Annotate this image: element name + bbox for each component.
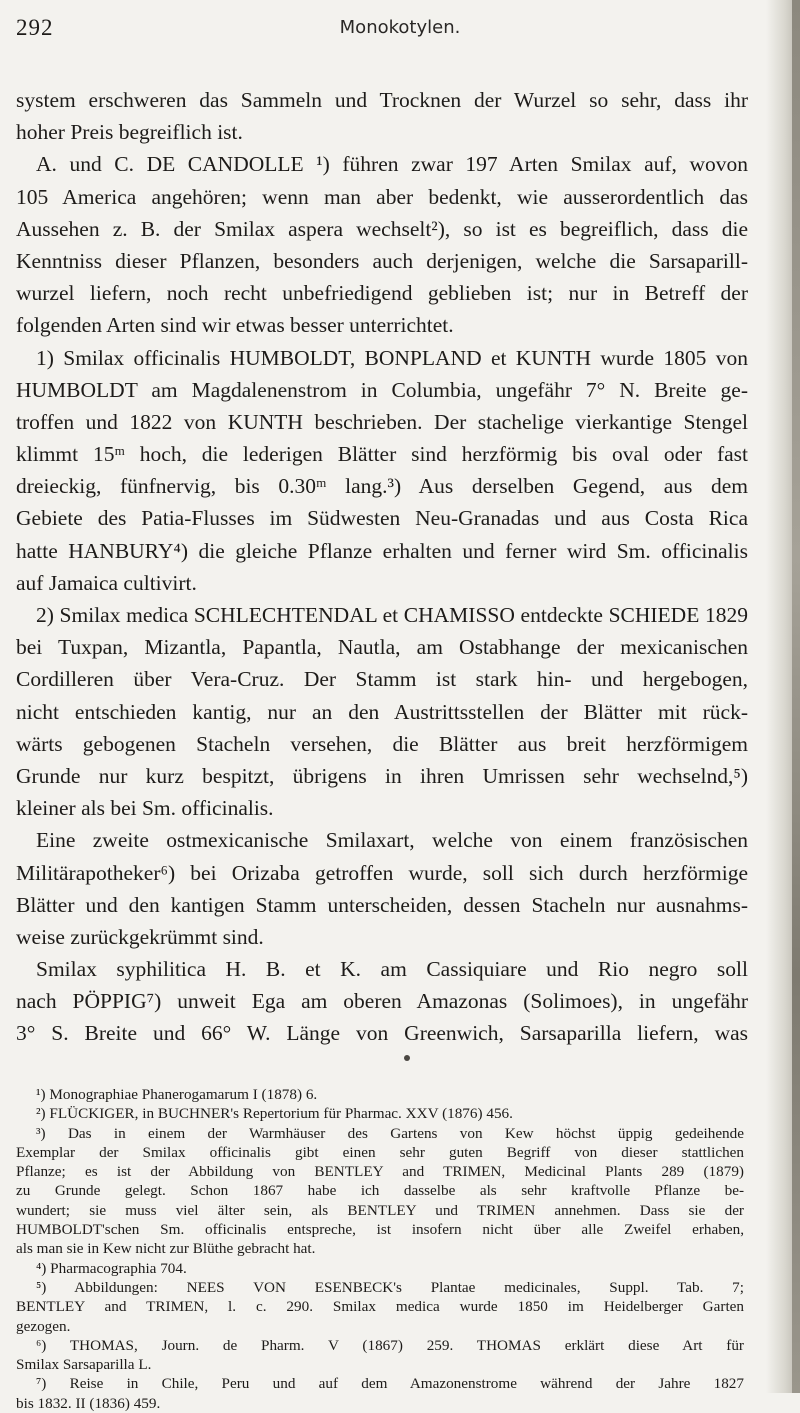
text-line: Kenntniss dieser Pflanzen, besonders auch derjenigen, welche die Sarsaparill-: [16, 248, 748, 273]
text-line: Blätter und den kantigen Stamm unterscheiden, dessen Stacheln nur ausnahms-: [16, 892, 748, 917]
text-line: HUMBOLDT am Magdalenenstrom in Columbia, ungefähr 7° N. Breite ge-: [16, 377, 748, 402]
footnotes: [16, 1085, 744, 1413]
text-line: hoher Preis begreiflich ist.: [16, 120, 243, 145]
text-line: Gebiete des Patia-Flusses im Südwesten Neu-Granadas und aus Costa Rica: [16, 506, 748, 531]
text-line: Cordilleren über Vera-Cruz. Der Stamm ist stark hin- und hergebogen,: [16, 667, 748, 692]
text-line: system erschweren das Sammeln und Trocknen der Wurzel so sehr, dass ihr: [16, 88, 748, 112]
footnote-line: als man sie in Kew nicht zur Blüthe gebracht hat.: [16, 1240, 316, 1258]
footnote-line: ⁶) THOMAS, Journ. de Pharm. V (1867) 259. THOMAS erklärt diese Art für: [36, 1336, 744, 1354]
text-line: wärts gebogenen Stacheln versehen, die Blätter aus breit herzförmigem: [16, 731, 748, 756]
text-line: A. und C. DE CANDOLLE ¹) führen zwar 197 Arten Smilax auf, wovon: [36, 152, 748, 177]
footnote-line: HUMBOLDT'schen Sm. officinalis entspreche, ist insofern nicht über alle Zweifel erhaben,: [16, 1221, 744, 1239]
text-line: nicht entschieden kantig, nur an den Austrittsstellen der Blätter mit rück-: [16, 699, 748, 724]
text-line: nach PÖPPIG⁷) unweit Ega am oberen Amazonas (Solimoes), in ungefähr: [16, 989, 748, 1014]
footnote-line: bis 1832. II (1836) 459.: [16, 1394, 161, 1412]
footnote-line: Exemplar der Smilax officinalis gibt einen sehr guten Begriff von dieser stattlichen: [16, 1143, 744, 1161]
text-line: Militärapotheker⁶) bei Orizaba getroffen wurde, soll sich durch herzförmige: [16, 860, 748, 885]
text-line: 2) Smilax medica SCHLECHTENDAL et CHAMISSO entdeckte SCHIEDE 1829: [36, 603, 748, 627]
text-line: 1) Smilax officinalis HUMBOLDT, BONPLAND et KUNTH wurde 1805 von: [36, 345, 748, 370]
footnote-line: ⁴) Pharmacographia 704.: [36, 1259, 187, 1277]
footnote-line: zu Grunde gelegt. Schon 1867 habe ich dasselbe als sehr kraftvolle Pflanze be-: [16, 1182, 744, 1200]
text-line: klimmt 15ᵐ hoch, die lederigen Blätter sind herzförmig bis oval oder fast: [16, 442, 748, 467]
text-line: troffen und 1822 von KUNTH beschrieben. Der stachelige vierkantige Stengel: [16, 409, 748, 434]
footnote-line: ⁷) Reise in Chile, Peru und auf dem Amazonenstrome während der Jahre 1827: [36, 1375, 744, 1393]
text-line: folgenden Arten sind wir etwas besser unterrichtet.: [16, 313, 454, 338]
book-binding-edge: [792, 0, 800, 1393]
footnote-line: BENTLEY and TRIMEN, l. c. 290. Smilax medica wurde 1850 im Heidelberger Garten: [16, 1298, 744, 1316]
text-line: Smilax syphilitica H. B. et K. am Cassiquiare und Rio negro soll: [36, 957, 748, 982]
text-line: auf Jamaica cultivirt.: [16, 570, 197, 595]
text-line: wurzel liefern, noch recht unbefriedigend geblieben ist; nur in Betreff der: [16, 281, 748, 306]
text-line: Eine zweite ostmexicanische Smilaxart, welche von einem französischen: [36, 828, 748, 853]
footnote-line: Smilax Sarsaparilla L.: [16, 1356, 152, 1374]
text-line: bei Tuxpan, Mizantla, Papantla, Nautla, am Ostabhange der mexicanischen: [16, 635, 748, 660]
text-line: Aussehen z. B. der Smilax aspera wechselt²), so ist es begreiflich, dass die: [16, 216, 748, 241]
footnote-line: ²) FLÜCKIGER, in BUCHNER's Repertorium für Pharmac. XXV (1876) 456.: [36, 1105, 513, 1123]
text-line: 105 America angehören; wenn man aber bedenkt, wie ausserordentlich das: [16, 184, 748, 209]
separator-dot: [404, 1055, 410, 1061]
footnote-line: ¹) Monographiae Phanerogamarum I (1878) 6.: [36, 1086, 318, 1103]
footnote-line: ⁵) Abbildungen: NEES VON ESENBECK's Plantae medicinales, Suppl. Tab. 7;: [36, 1278, 744, 1296]
main-text: [16, 84, 748, 1050]
page-number: 292: [16, 15, 54, 40]
text-line: kleiner als bei Sm. officinalis.: [16, 796, 274, 821]
text-line: 3° S. Breite und 66° W. Länge von Greenwich, Sarsaparilla liefern, was: [16, 1021, 748, 1046]
text-line: Grunde nur kurz bespitzt, übrigens in ihren Umrissen sehr wechselnd,⁵): [16, 763, 748, 788]
footnote-line: wundert; sie muss viel älter sein, als BENTLEY und TRIMEN annehmen. Dass sie der: [16, 1201, 744, 1219]
page-header: [0, 15, 800, 45]
footnote-line: ³) Das in einem der Warmhäuser des Gartens von Kew höchst üppig gedeihende: [36, 1124, 744, 1142]
footnote-line: gezogen.: [16, 1317, 71, 1335]
text-line: hatte HANBURY⁴) die gleiche Pflanze erhalten und ferner wird Sm. officinalis: [16, 538, 748, 563]
running-title: Monokotylen.: [339, 17, 461, 38]
text-line: weise zurückgekrümmt sind.: [16, 924, 264, 949]
footnote-line: Pflanze; es ist der Abbildung von BENTLEY and TRIMEN, Medicinal Plants 289 (1879): [16, 1163, 744, 1181]
text-line: dreieckig, fünfnervig, bis 0.30ᵐ lang.³) Aus derselben Gegend, aus dem: [16, 474, 748, 499]
